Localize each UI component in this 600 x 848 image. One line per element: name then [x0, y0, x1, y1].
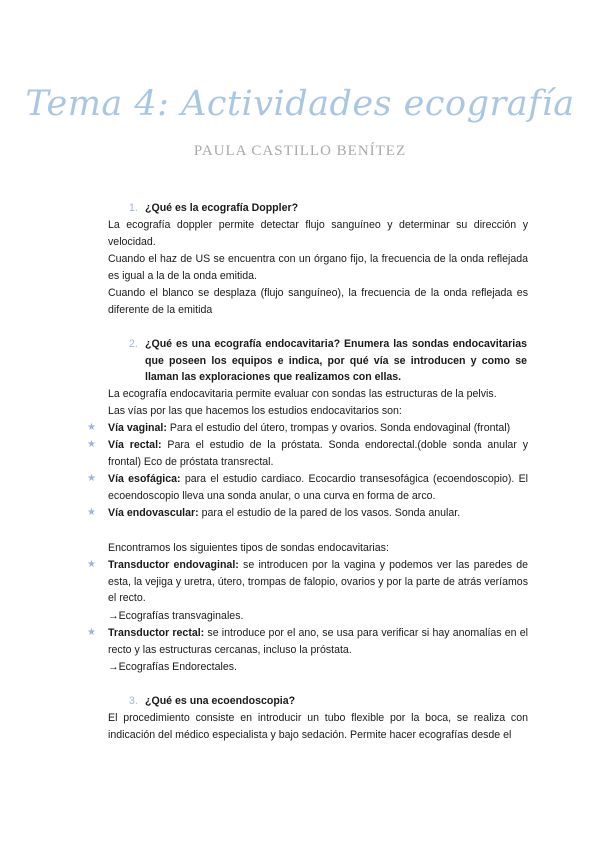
answer-paragraph: Encontramos los siguientes tipos de sondas endocavitarias: — [108, 542, 389, 554]
question-number: 2. — [129, 338, 138, 350]
item-text: se introducen por la vagina y podemos ver las paredes de esta, la vejiga y uretra, útero, trompas de falopio, ovarios y por la parte de atrás veríamos el recto. — [108, 559, 529, 604]
item-label: Vía vaginal: — [108, 422, 167, 434]
answer-paragraph: Las vías por las que hacemos los estudios endocavitarios son: — [108, 405, 402, 417]
star-bullet-icon: ★ — [87, 507, 96, 518]
item-text: Para el estudio de la próstata. Sonda endorectal.(doble sonda anular y frontal) Eco de próstata transrectal. — [108, 439, 528, 468]
question-text: ¿Qué es una ecoendoscopia? — [145, 695, 296, 707]
list-item — [87, 437, 528, 470]
item-text: se introduce por el ano, se usa para verificar si hay anomalías en el recto y las estructuras cercanas, incluso la próstata. — [108, 627, 529, 656]
item-text: para el estudio de la pared de los vasos. Sonda anular. — [198, 507, 461, 519]
list-item — [87, 471, 528, 504]
list-item — [87, 625, 529, 658]
answer-paragraph: El procedimiento consiste en introducir un tubo flexible por la boca, se realiza con indicación del médico especialista y bajo sedación. Permite hacer ecografías desde el — [108, 712, 528, 741]
answer-paragraph: La ecografía doppler permite detectar flujo sanguíneo y determinar su dirección y velocidad. — [108, 219, 528, 248]
answer-paragraph: Cuando el haz de US se encuentra con un órgano fijo, la frecuencia de la onda reflejada es igual a la de la onda emitida. — [108, 253, 528, 282]
arrow-note: →Ecografías transvaginales. — [108, 610, 244, 622]
item-text: para el estudio cardiaco. Ecocardio transesofágica (ecoendoscopio). El ecoendoscopio lleva una sonda anular, o una curva en forma de arco. — [108, 473, 528, 502]
star-bullet-icon: ★ — [87, 559, 96, 570]
item-label: Vía rectal: — [108, 439, 162, 451]
star-bullet-icon: ★ — [87, 439, 96, 450]
list-item — [87, 420, 528, 437]
question-text: ¿Qué es la ecografía Doppler? — [145, 202, 299, 214]
item-text: Para el estudio del útero, trompas y ovarios. Sonda endovaginal (frontal) — [166, 422, 511, 434]
item-label: Vía endovascular: — [108, 507, 199, 519]
star-bullet-icon: ★ — [87, 627, 96, 638]
star-bullet-icon: ★ — [87, 473, 96, 484]
star-bullet-icon: ★ — [87, 422, 96, 433]
question-number: 1. — [129, 202, 138, 214]
question-text: ¿Qué es una ecografía endocavitaria? Enumera las sondas endocavitarias que poseen los equipos e indica, por qué vía se introducen y como se llaman las exploraciones que realizamos con ellas. — [145, 338, 527, 383]
arrow-note: →Ecografías Endorectales. — [108, 661, 237, 673]
list-item — [87, 557, 529, 607]
item-label: Transductor rectal: — [108, 627, 205, 639]
list-item — [87, 505, 528, 522]
answer-paragraph: Cuando el blanco se desplaza (flujo sanguíneo), la frecuencia de la onda reflejada es diferente de la emitida — [108, 287, 528, 316]
item-label: Transductor endovaginal: — [108, 559, 239, 571]
item-label: Vía esofágica: — [108, 473, 181, 485]
document-title: Tema 4: Actividades ecografía — [25, 84, 575, 124]
question-number: 3. — [129, 695, 138, 707]
document-author: PAULA CASTILLO BENÍTEZ — [193, 143, 407, 159]
answer-paragraph: La ecografía endocavitaria permite evaluar con sondas las estructuras de la pelvis. — [108, 388, 497, 400]
